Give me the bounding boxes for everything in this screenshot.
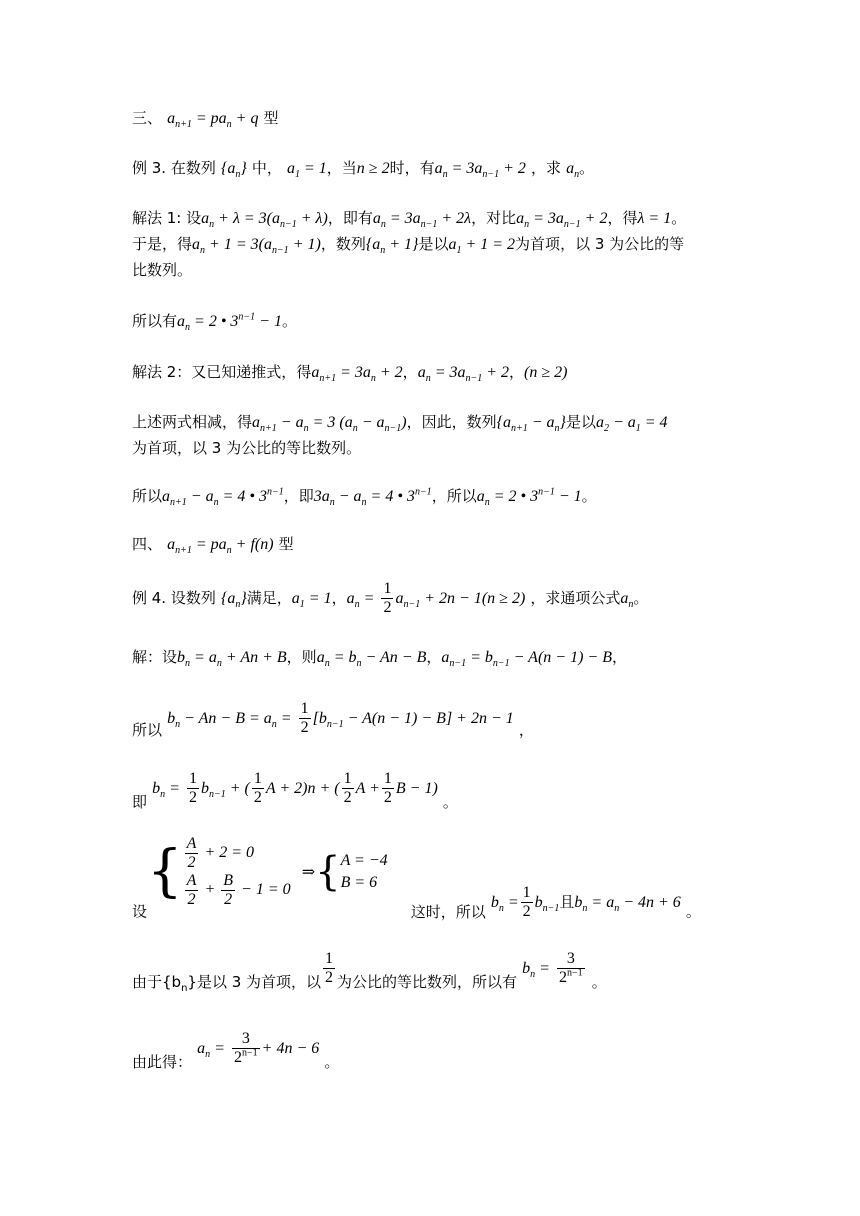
solution-4-end6: 。 <box>324 1053 340 1071</box>
example-3-mid2: ，求 <box>531 159 562 177</box>
solution-4-then: ，则 <box>286 648 317 666</box>
section-4-suffix: 型 <box>278 535 294 553</box>
section-4-heading <box>132 535 294 557</box>
example-3-target: $a_n$ <box>566 160 580 181</box>
example-4: 例 4. 设数列 $\{a_n\}$满足，$a_1 = 1$，$a_n$ = $\frac{1}{2}$ $a_{n-1} + 2n - 1(n \ge 2)$ ，求通项公式$a_n$。 <box>132 580 649 616</box>
solution-4-end4: 。 <box>685 902 701 921</box>
system-solution: A = −4 B = 6 <box>340 852 388 891</box>
example-3: 例 3. 在数列 $\{a_n\}$ 中， $a_1 = 1$，当n ≥ 2时，有$a_n = 3a_{n-1} + 2$ ，求 $a_n$。 <box>132 159 595 181</box>
solution-4-at-this-time: 这时，所以 <box>410 902 486 921</box>
solution-2-subtract: 上述两式相减，得 <box>132 413 253 431</box>
section-3-formula: $a_{n+1} = pa_n + q$ <box>167 110 259 131</box>
solution-1-line-1: 解法 1: 设$a_n + \lambda = 3(a_{n-1} + \lambda)$，即有$a_n = 3a_{n-1} + 2\lambda$，对比$a_n = 3a_{n-1} + 2$，得λ = 1。 <box>132 209 687 231</box>
solution-1-result-end: 。 <box>281 312 297 330</box>
example-3-condition: $a_1 = 1$ <box>286 160 327 181</box>
solution-1-ratio: ，以 3 为公比的等 <box>560 235 685 253</box>
bn-fraction: $\frac{3}{2^{n-1}}$ <box>559 950 583 986</box>
bn-relation: $b_n$ = $\frac{1}{2}$ $b_{n-1}$且$b_n = a_n - 4n + 6$ <box>490 883 681 920</box>
example-3-seq: $\{a_n\}$ <box>220 160 247 181</box>
solution-4-namely: 即 <box>132 793 148 811</box>
solution-1-line-2: 于是，得$a_n + 1 = 3(a_{n-1} + 1)$，数列$\{a_n + 1\}$是以$a_1 + 1 = 2$为首项，以 3 为公比的等 <box>132 235 685 257</box>
left-brace-small-icon: { <box>315 849 341 895</box>
solution-2-is: 是以 <box>565 413 596 431</box>
example-4-half: $\frac{1}{2}$ <box>383 580 392 616</box>
solution-4-so: 所以 <box>132 721 163 739</box>
solution-2-result-label: 所以 <box>132 487 163 505</box>
solution-2-line-3 <box>132 440 361 456</box>
solution-4-system <box>132 835 701 921</box>
solution-4-comma3: ， <box>518 721 534 739</box>
left-brace-icon: { <box>147 839 183 904</box>
section-4-formula: $a_{n+1} = pa_n + f(n)$ <box>167 536 274 557</box>
solution-2-therefore: ，因此，数列 <box>406 413 497 431</box>
solution-2-line-2: 上述两式相减，得$a_{n+1} - a_n = 3$ $(a_n - a_{n-1})$，因此，数列$\{a_{n+1} - a_n\}$是以$a_2 - a_1 = 4$ <box>132 413 668 435</box>
solution-1-line-3-text: 比数列。 <box>132 261 193 279</box>
solution-4-comma1: ， <box>426 648 442 666</box>
solution-2-result: 所以$a_{n+1} - a_n = 4$ • $3^{n-1}$，即$3a_n - a_n = 4$ • $3^{n-1}$，所以$a_n = 2$ • $3^{n-1} - 1$。 <box>132 486 597 509</box>
example-4-label: 例 4. 设数列 <box>132 589 216 607</box>
solution-4-label: 解：设 <box>132 648 178 666</box>
solution-2-line-1: 解法 2：又已知递推式，得$a_{n+1} = 3a_n + 2$，$a_n = 3a_{n-1} + 2$，(n ≥ 2) <box>132 363 568 385</box>
section-3-suffix: 型 <box>263 109 279 127</box>
solution-4-let: 设 <box>132 902 148 921</box>
solution-4-line-3: 即 $b_n$ = $\frac{1}{2}$ $b_{n-1}$ + ( $\frac{1}{2}$ A + 2)n + ( $\frac{1}{2}$ A + $\frac{1}{2}$ B − 1) 。 <box>132 770 458 811</box>
solution-4-since: 由于$\{b_n\}$是以 3 为首项，以 <box>132 973 322 994</box>
section-3-prefix: 三、 <box>132 109 163 127</box>
section-3-heading <box>132 109 279 131</box>
solution-4-line-6: 由此得： $a_n$ = $\frac{3}{2^{n-1}}$ + 4n − 6 。 <box>132 1030 340 1071</box>
example-4-end: 。 <box>633 589 649 607</box>
solution-2-so: ，所以 <box>431 487 477 505</box>
solution-4-end3: 。 <box>442 793 458 811</box>
solution-2-label: 解法 2：又已知递推式，得 <box>132 363 312 381</box>
solution-1-compare: ，对比 <box>471 209 517 227</box>
solution-4-line-2: 所以 $b_n - An - B = a_n$ = $\frac{1}{2}$ $[b_{n-1} - A(n - 1) - B] + 2n - 1$ ， <box>132 700 534 739</box>
solution-1-line-3 <box>132 262 192 278</box>
example-3-mid1: 中， <box>251 159 282 177</box>
solution-2-end: 。 <box>581 487 597 505</box>
solution-1-get: ，得 <box>607 209 638 227</box>
example-3-label: 例 3. 在数列 <box>132 159 216 177</box>
solution-1-label: 解法 1: 设 <box>132 209 202 227</box>
solution-1-result: 所以有$a_n = 2$ • $3^{n-1} - 1$。 <box>132 311 297 334</box>
system-equations: $\frac{A}{2}$ + 2 = 0 $\frac{A}{2}$ + $\frac{B}{2}$ − 1 = 0 <box>186 835 291 908</box>
section-4-prefix: 四、 <box>132 535 163 553</box>
example-4-ask: ，求通项公式 <box>530 589 621 607</box>
implies-icon: ⇒ <box>301 863 316 881</box>
solution-4-comma2: ， <box>611 648 627 666</box>
solution-4-end5: 。 <box>591 973 607 991</box>
solution-4-ratio: 为公比的等比数列，所以有 <box>337 973 518 991</box>
solution-1-end: 。 <box>671 209 687 227</box>
solution-1-then: 于是，得 <box>132 235 193 253</box>
solution-4-hence: 由此得： <box>132 1053 193 1071</box>
solution-1-result-label: 所以有 <box>132 312 178 330</box>
example-3-end: 。 <box>579 159 595 177</box>
solution-4-line-5: 由于$\{b_n\}$是以 3 为首项，以 $\frac{1}{2}$ 为公比的等比数列，所以有 $b_n$ = $\frac{3}{2^{n-1}}$ 。 <box>132 950 607 994</box>
solution-4-line-1: 解：设$b_n = a_n + An + B$，则$a_n = b_n - An - B$，$a_{n-1} = b_{n-1} - A(n - 1) - B$， <box>132 648 627 670</box>
solution-2-line-3-text: 为首项，以 3 为公比的等比数列。 <box>132 439 362 457</box>
